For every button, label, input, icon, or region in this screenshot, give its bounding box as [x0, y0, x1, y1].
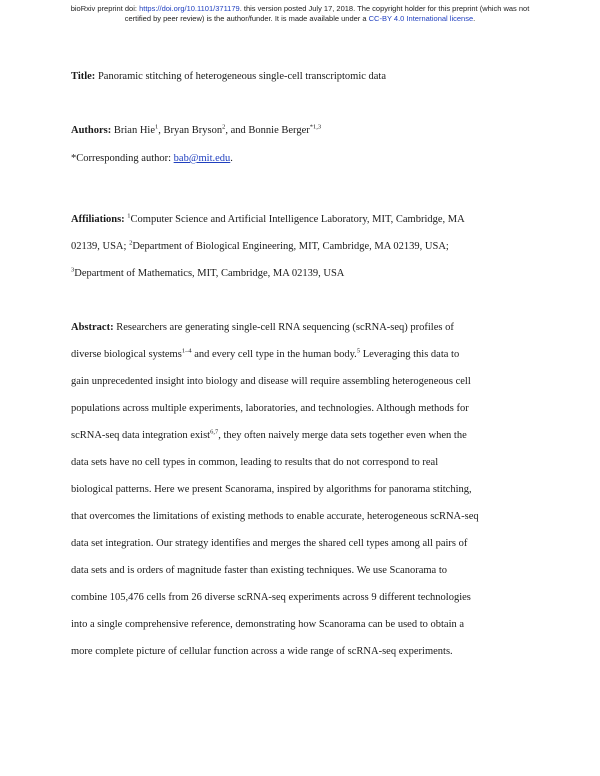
citation-sup: 5 — [356, 347, 361, 355]
abstract-line — [71, 422, 541, 449]
preprint-text: certified by peer review) is the author/funder. It is made available under a — [124, 13, 369, 23]
preprint-line-2 — [0, 14, 600, 24]
abstract-text: Researchers are generating single-cell RNA sequencing (scRNA-seq) profiles of — [113, 322, 454, 333]
abstract-line: gain unprecedented insight into biology and disease will require assembling heterogeneous cell — [71, 376, 471, 387]
affiliation-sup: 1 — [155, 123, 159, 131]
title-text: Panoramic stitching of heterogeneous single-cell transcriptomic data — [95, 71, 387, 82]
affiliation-sup: 2 — [222, 123, 226, 131]
affiliation-line-2 — [71, 233, 541, 260]
preprint-text: bioRxiv preprint doi: — [70, 4, 140, 13]
affiliations-label: Affiliations: — [71, 214, 125, 225]
corresponding-label: *Corresponding author: — [71, 153, 174, 164]
abstract-text: diverse biological systems — [71, 349, 182, 360]
abstract-line: data set integration. Our strategy identifies and merges the shared cell types among all pairs of — [71, 538, 468, 549]
preprint-notice — [0, 4, 600, 23]
affiliation-text: Department of Mathematics, MIT, Cambridge, MA 02139, USA — [74, 268, 345, 279]
affiliation-line-3 — [71, 260, 541, 287]
abstract-line: populations across multiple experiments, laboratories, and technologies. Although methods for — [71, 403, 469, 414]
authors — [71, 124, 541, 138]
abstract — [71, 314, 541, 665]
corresponding-end: . — [230, 153, 233, 164]
license-link[interactable]: CC-BY 4.0 International license — [368, 13, 474, 23]
abstract-line: biological patterns. Here we present Scanorama, inspired by algorithms for panorama stitching, — [71, 484, 472, 495]
abstract-text: scRNA-seq data integration exist — [71, 430, 211, 441]
abstract-line: data sets and is orders of magnitude faster than existing techniques. We use Scanorama to — [71, 565, 447, 576]
abstract-label: Abstract: — [71, 322, 114, 333]
affiliations — [71, 206, 541, 287]
affiliation-text: Computer Science and Artificial Intelligence Laboratory, MIT, Cambridge, MA — [130, 214, 465, 225]
affiliation-sup: 1 — [127, 212, 131, 220]
abstract-line — [71, 341, 541, 368]
abstract-text: Leveraging this data to — [360, 349, 460, 360]
abstract-line: data sets have no cell types in common, leading to results that do not correspond to real — [71, 457, 439, 468]
abstract-line — [71, 314, 541, 341]
preprint-text: . — [473, 13, 476, 23]
corresponding-author — [71, 152, 541, 166]
author-bryson: , Bryan Bryson — [158, 125, 223, 136]
preprint-text: . this version posted July 17, 2018. The copyright holder for this preprint (which was not — [239, 4, 530, 13]
affiliation-sup: 2 — [129, 239, 133, 247]
abstract-text: and every cell type in the human body. — [191, 349, 357, 360]
title-label: Title: — [71, 71, 96, 82]
affiliation-line-1 — [71, 206, 541, 233]
abstract-line: combine 105,476 cells from 26 diverse scRNA-seq experiments across 9 different technologies — [71, 592, 471, 603]
email-link[interactable]: bab@mit.edu — [173, 153, 231, 164]
authors-label: Authors: — [71, 125, 112, 136]
abstract-line: into a single comprehensive reference, demonstrating how Scanorama can be used to obtain a — [71, 619, 465, 630]
citation-sup: 6,7 — [210, 428, 219, 436]
preprint-line-1 — [0, 4, 600, 14]
abstract-line: that overcomes the limitations of existing methods to enable accurate, heterogeneous scRNA-seq — [71, 511, 479, 522]
author-berger: , and Bonnie Berger — [225, 125, 310, 136]
doi-link[interactable]: https://doi.org/10.1101/371179 — [139, 4, 240, 13]
abstract-text: , they often naively merge data sets together even when the — [218, 430, 467, 441]
affiliation-text: 02139, USA; — [71, 241, 130, 252]
affiliation-sup: *1,3 — [309, 123, 322, 131]
abstract-line: more complete picture of cellular function across a wide range of scRNA-seq experiments. — [71, 646, 453, 657]
paper-title — [71, 70, 541, 84]
citation-sup: 1–4 — [181, 347, 192, 355]
author-hie: Brian Hie — [111, 125, 156, 136]
affiliation-sup: 3 — [71, 266, 75, 274]
affiliation-text: Department of Biological Engineering, MIT, Cambridge, MA 02139, USA; — [132, 241, 449, 252]
